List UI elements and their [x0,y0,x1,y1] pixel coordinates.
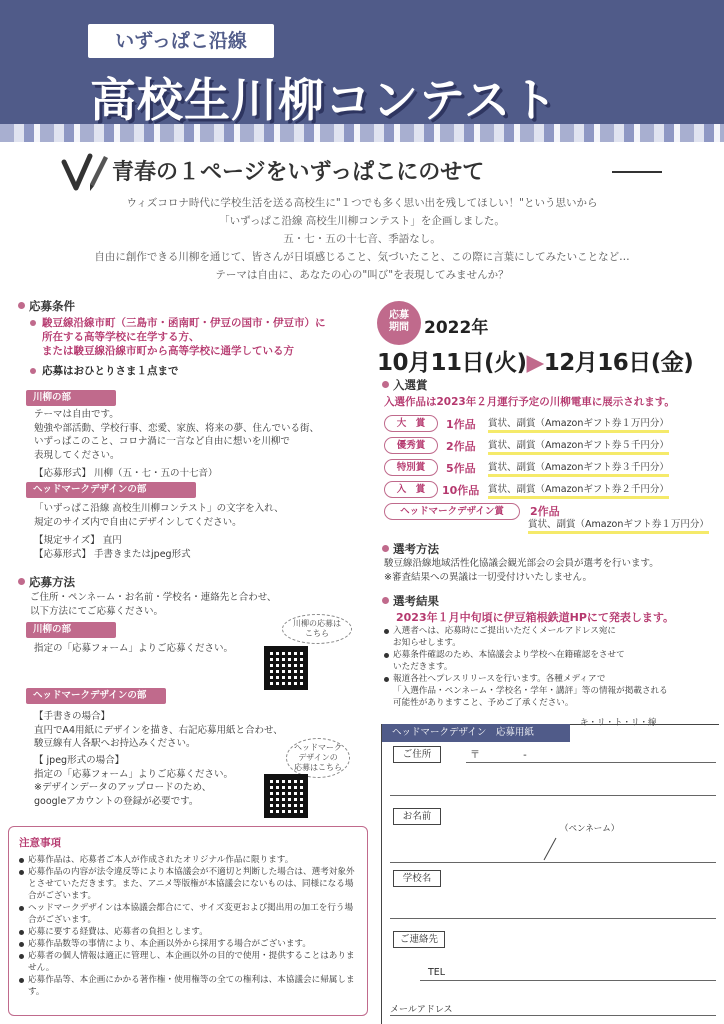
email-label: メールアドレス [390,1005,453,1015]
qr-callout-line: 応募はこちら [294,763,342,772]
caution-item [19,974,357,998]
headmark-line: 規定のサイズ内で自由にデザインしてください。 [34,516,242,528]
awards-display-note: 入選作品は2023年２月運行予定の川柳電車に展示されます。 [384,396,675,408]
handwritten-line: 駿豆線有人各駅へお持込みください。 [34,738,196,749]
contact-label: ご連絡先 [393,931,445,948]
method-heading [18,574,75,590]
method-senryu-bar: 川柳の部 [26,622,116,638]
qr-callout-line: こちら [305,629,329,638]
method-intro [30,591,350,618]
period-end: 12月16日(金) [543,350,694,376]
bullet-dot-icon [19,870,24,875]
senryu-qr-code[interactable] [264,646,308,690]
qr-callout-line: デザインの [298,753,338,762]
selection-text [384,557,714,584]
tel-label: TEL [428,967,446,978]
intro-line: テーマは自由に、あなたの心の"叫び"を表現してみませんか？ [215,269,509,281]
caution-text: 応募作品等、本企画にかかる著作権・使用権等の全ての権利は、本協議会に帰属します。 [28,975,355,997]
bullet-dot-icon [19,954,24,959]
results-line: 報道各社へプレスリリースを行います。各種メディアで [393,674,606,684]
award-name-special: 特別賞 [384,459,438,476]
headmark-qr-code[interactable] [264,774,308,818]
results-list [384,625,720,709]
conditions-heading [18,298,75,314]
bullet-dot-icon [382,597,389,604]
eligibility-line: 所在する高等学校に在学する方、 [42,331,200,343]
address-line[interactable] [466,762,716,763]
jpeg-line: 【 jpeg形式の場合】 [34,755,125,766]
award-count: 5作品 [446,462,476,475]
results-line: 応募条件確認のため、本協議会より学校へ在籍確認をさせて [393,650,625,660]
senryu-format: 【応募形式】 川柳（五・七・五の十七音） [34,468,218,479]
award-prize: 賞状、副賞（Amazonギフト券３千円分） [488,461,669,477]
limit-item [30,364,179,378]
caution-text: ヘッドマークデザインは本協議会都合にて、サイズ変更および掲出用の加工を行う場合がございます。 [28,903,354,925]
caution-text: 応募作品数等の事情により、本企画以外から採用する場合がございます。 [28,939,311,949]
method-senryu-text: 指定の「応募フォーム」よりご応募ください。 [34,643,234,654]
results-item [384,625,720,649]
award-count: 10作品 [442,484,480,497]
results-item [384,673,720,709]
jpeg-line: 指定の「応募フォーム」よりご応募ください。 [34,768,234,780]
school-label: 学校名 [393,870,441,887]
bullet-dot-icon [30,320,36,326]
awards-heading-label: 入選賞 [393,378,428,392]
period-dates [377,344,693,377]
limit-text: 応募はおひとりさま１点まで [42,365,179,377]
senryu-line: いずっぱこのこと、コロナ渦に一言など自由に想いを川柳で [34,436,290,447]
conditions-heading-label: 応募条件 [29,299,75,313]
selection-line: ※審査結果への異議は一切受付けいたしません。 [384,571,593,583]
award-prize: 賞状、副賞（Amazonギフト券１万円分） [528,518,709,534]
award-count: 1作品 [446,418,476,431]
headmark-qr-callout [286,738,350,778]
arrow-right-icon: ▶ [526,350,544,376]
results-line: 入選者へは、応募時にご提出いただくメールアドレス宛に [393,626,617,636]
header-subtitle: いずっぱこ沿線 [88,24,274,58]
bullet-dot-icon [18,578,25,585]
bullet-dot-icon [384,629,389,634]
award-name-excellent: 優秀賞 [384,437,438,454]
bullet-dot-icon [18,302,25,309]
results-line: お知らせします。 [393,638,461,648]
results-item [384,649,720,673]
address-line-2[interactable] [390,795,716,796]
caution-item [19,866,357,902]
caution-item [19,938,357,950]
period-badge [377,301,421,345]
award-name-headmark: ヘッドマークデザイン賞 [384,503,520,520]
headmark-category-bar: ヘッドマークデザインの部 [26,482,196,498]
results-line: 「入選作品・ペンネーム・学校名・学年・講評」等の情報が掲載される [393,686,668,696]
headmark-format: 【応募形式】 手書きまたはjpeg形式 [34,548,191,560]
award-prize: 賞状、副賞（Amazonギフト券５千円分） [488,439,669,455]
tel-line[interactable] [420,980,716,981]
method-headmark-bar: ヘッドマークデザインの部 [26,688,166,704]
bullet-dot-icon [384,677,389,682]
selection-heading-label: 選考方法 [393,542,439,556]
intro-line: 自由に創作できる川柳を通じて、皆さんが日頃感じること、気づいたこと、この際に言葉にしてみたいことなど… [94,251,630,263]
award-prize: 賞状、副賞（Amazonギフト券２千円分） [488,483,669,499]
intro-line: ウィズコロナ時代に学校生活を送る高校生に"１つでも多く思い出を残してほしい！"という思いから [126,197,598,209]
bullet-dot-icon [19,978,24,983]
bullet-dot-icon [19,930,24,935]
results-line: いただきます。 [393,662,453,672]
award-prize: 賞状、副賞（Amazonギフト券１万円分） [488,417,669,433]
period-badge-line: 応募 [389,310,409,321]
award-name-grand: 大 賞 [384,415,438,432]
tagline: 青春の１ページをいずっぱこにのせて [112,160,485,185]
period-badge-line: 期間 [389,322,409,333]
name-label: お名前 [393,808,441,825]
senryu-qr-callout [282,614,352,644]
results-heading [382,593,439,609]
eligibility-line: 駿豆線沿線市町（三島市・函南町・伊豆の国市・伊豆市）に [42,317,326,329]
results-announcement: 2023年１月中旬頃に伊豆箱根鉄道HPにて発表します。 [396,611,675,624]
form-header: ヘッドマークデザイン 応募用紙 [382,724,570,742]
school-line[interactable] [390,918,716,919]
method-line: 以下方法にてご応募ください。 [30,605,164,617]
handwritten-line: 直円でA4用紙にデザインを描き、右記応募用紙と合わせ、 [34,724,283,736]
caution-item [19,854,357,866]
postal-code-mark: 〒 - [470,750,527,761]
period-year: 2022年 [424,318,489,338]
method-heading-label: 応募方法 [29,575,75,589]
address-label: ご住所 [393,746,441,763]
results-heading-label: 選考結果 [393,594,439,608]
award-count: 2作品 [446,440,476,453]
bullet-dot-icon [30,368,36,374]
intro-text [20,194,704,284]
caution-item [19,902,357,926]
pen-check-icon [60,150,110,194]
intro-line: 五・七・五の十七音、季語なし。 [283,233,441,245]
senryu-line: 表現してください。 [34,449,120,461]
bullet-dot-icon [382,381,389,388]
caution-text: 応募に要する経費は、応募者の負担とします。 [28,927,208,937]
senryu-line: テーマは自由です。 [34,409,119,420]
caution-text: 応募作品は、応募者ご本人が作成されたオリジナル作品に限ります。 [28,855,294,865]
senryu-category-bar: 川柳の部 [26,390,116,406]
award-count: 2作品 [530,505,560,518]
bullet-dot-icon [384,653,389,658]
name-line[interactable] [390,862,716,863]
senryu-description [34,408,364,481]
headmark-description [34,502,364,561]
awards-heading [382,377,428,393]
award-name-prize: 入 賞 [384,481,438,498]
senryu-line: 勉強や部活動、学校行事、恋愛、家族、将来の夢、住んでいる街、 [34,422,320,434]
bullet-dot-icon [19,858,24,863]
page-title: 高校生川柳コンテスト [90,73,559,127]
email-line[interactable] [390,1015,716,1016]
cautions-title: 注意事項 [19,837,61,849]
period-start: 10月11日(火) [377,350,527,376]
bullet-dot-icon [19,906,24,911]
headmark-size: 【規定サイズ】 直円 [34,535,122,546]
selection-line: 駿豆線沿線地域活性化協議会観光部会の会員が選考を行います。 [384,558,659,569]
penname-label: （ペンネーム） [560,824,620,834]
caution-item [19,926,357,938]
caution-item [19,950,357,974]
jpeg-line: ※デザインデータのアップロードのため、 [34,782,212,793]
eligibility-item [30,316,326,358]
qr-callout-line: 川柳の応募は [293,619,341,628]
qr-callout-line: ヘッドマーク [294,743,342,752]
slash-divider [540,836,560,862]
jpeg-line: googleアカウントの登録が必要です。 [34,795,199,807]
bullet-dot-icon [19,942,24,947]
intro-line: 「いずっぱこ沿線 高校生川柳コンテスト」を企画しました。 [219,215,505,227]
cut-line-label: キ・リ・ト・リ・線 [580,718,657,728]
method-jpeg [34,754,274,808]
cautions-box [8,826,368,1016]
caution-text: 応募者の個人情報は適正に管理し、本企画以外の目的で使用・提供することはありません。 [28,951,355,973]
handwritten-line: 【手書きの場合】 [34,711,111,722]
eligibility-line: または駿豆線沿線市町から高等学校に通学している方 [42,345,294,357]
method-line: ご住所・ペンネーム・お名前・学校名・連絡先と合わせ、 [30,592,277,603]
tagline-rule [612,171,662,173]
caution-text: 応募作品の内容が法令違反等により本協議会が不適切と判断した場合は、選考対象外とさせていただきます。また、アニメ等版権が本協議会にないものは、同様になる場合がございます。 [28,867,355,901]
bullet-dot-icon [382,545,389,552]
headmark-line: 「いずっぱこ沿線 高校生川柳コンテスト」の文字を入れ、 [34,503,284,514]
selection-heading [382,541,439,557]
results-line: 可能性がありますこと、予めご了承ください。 [393,698,574,708]
